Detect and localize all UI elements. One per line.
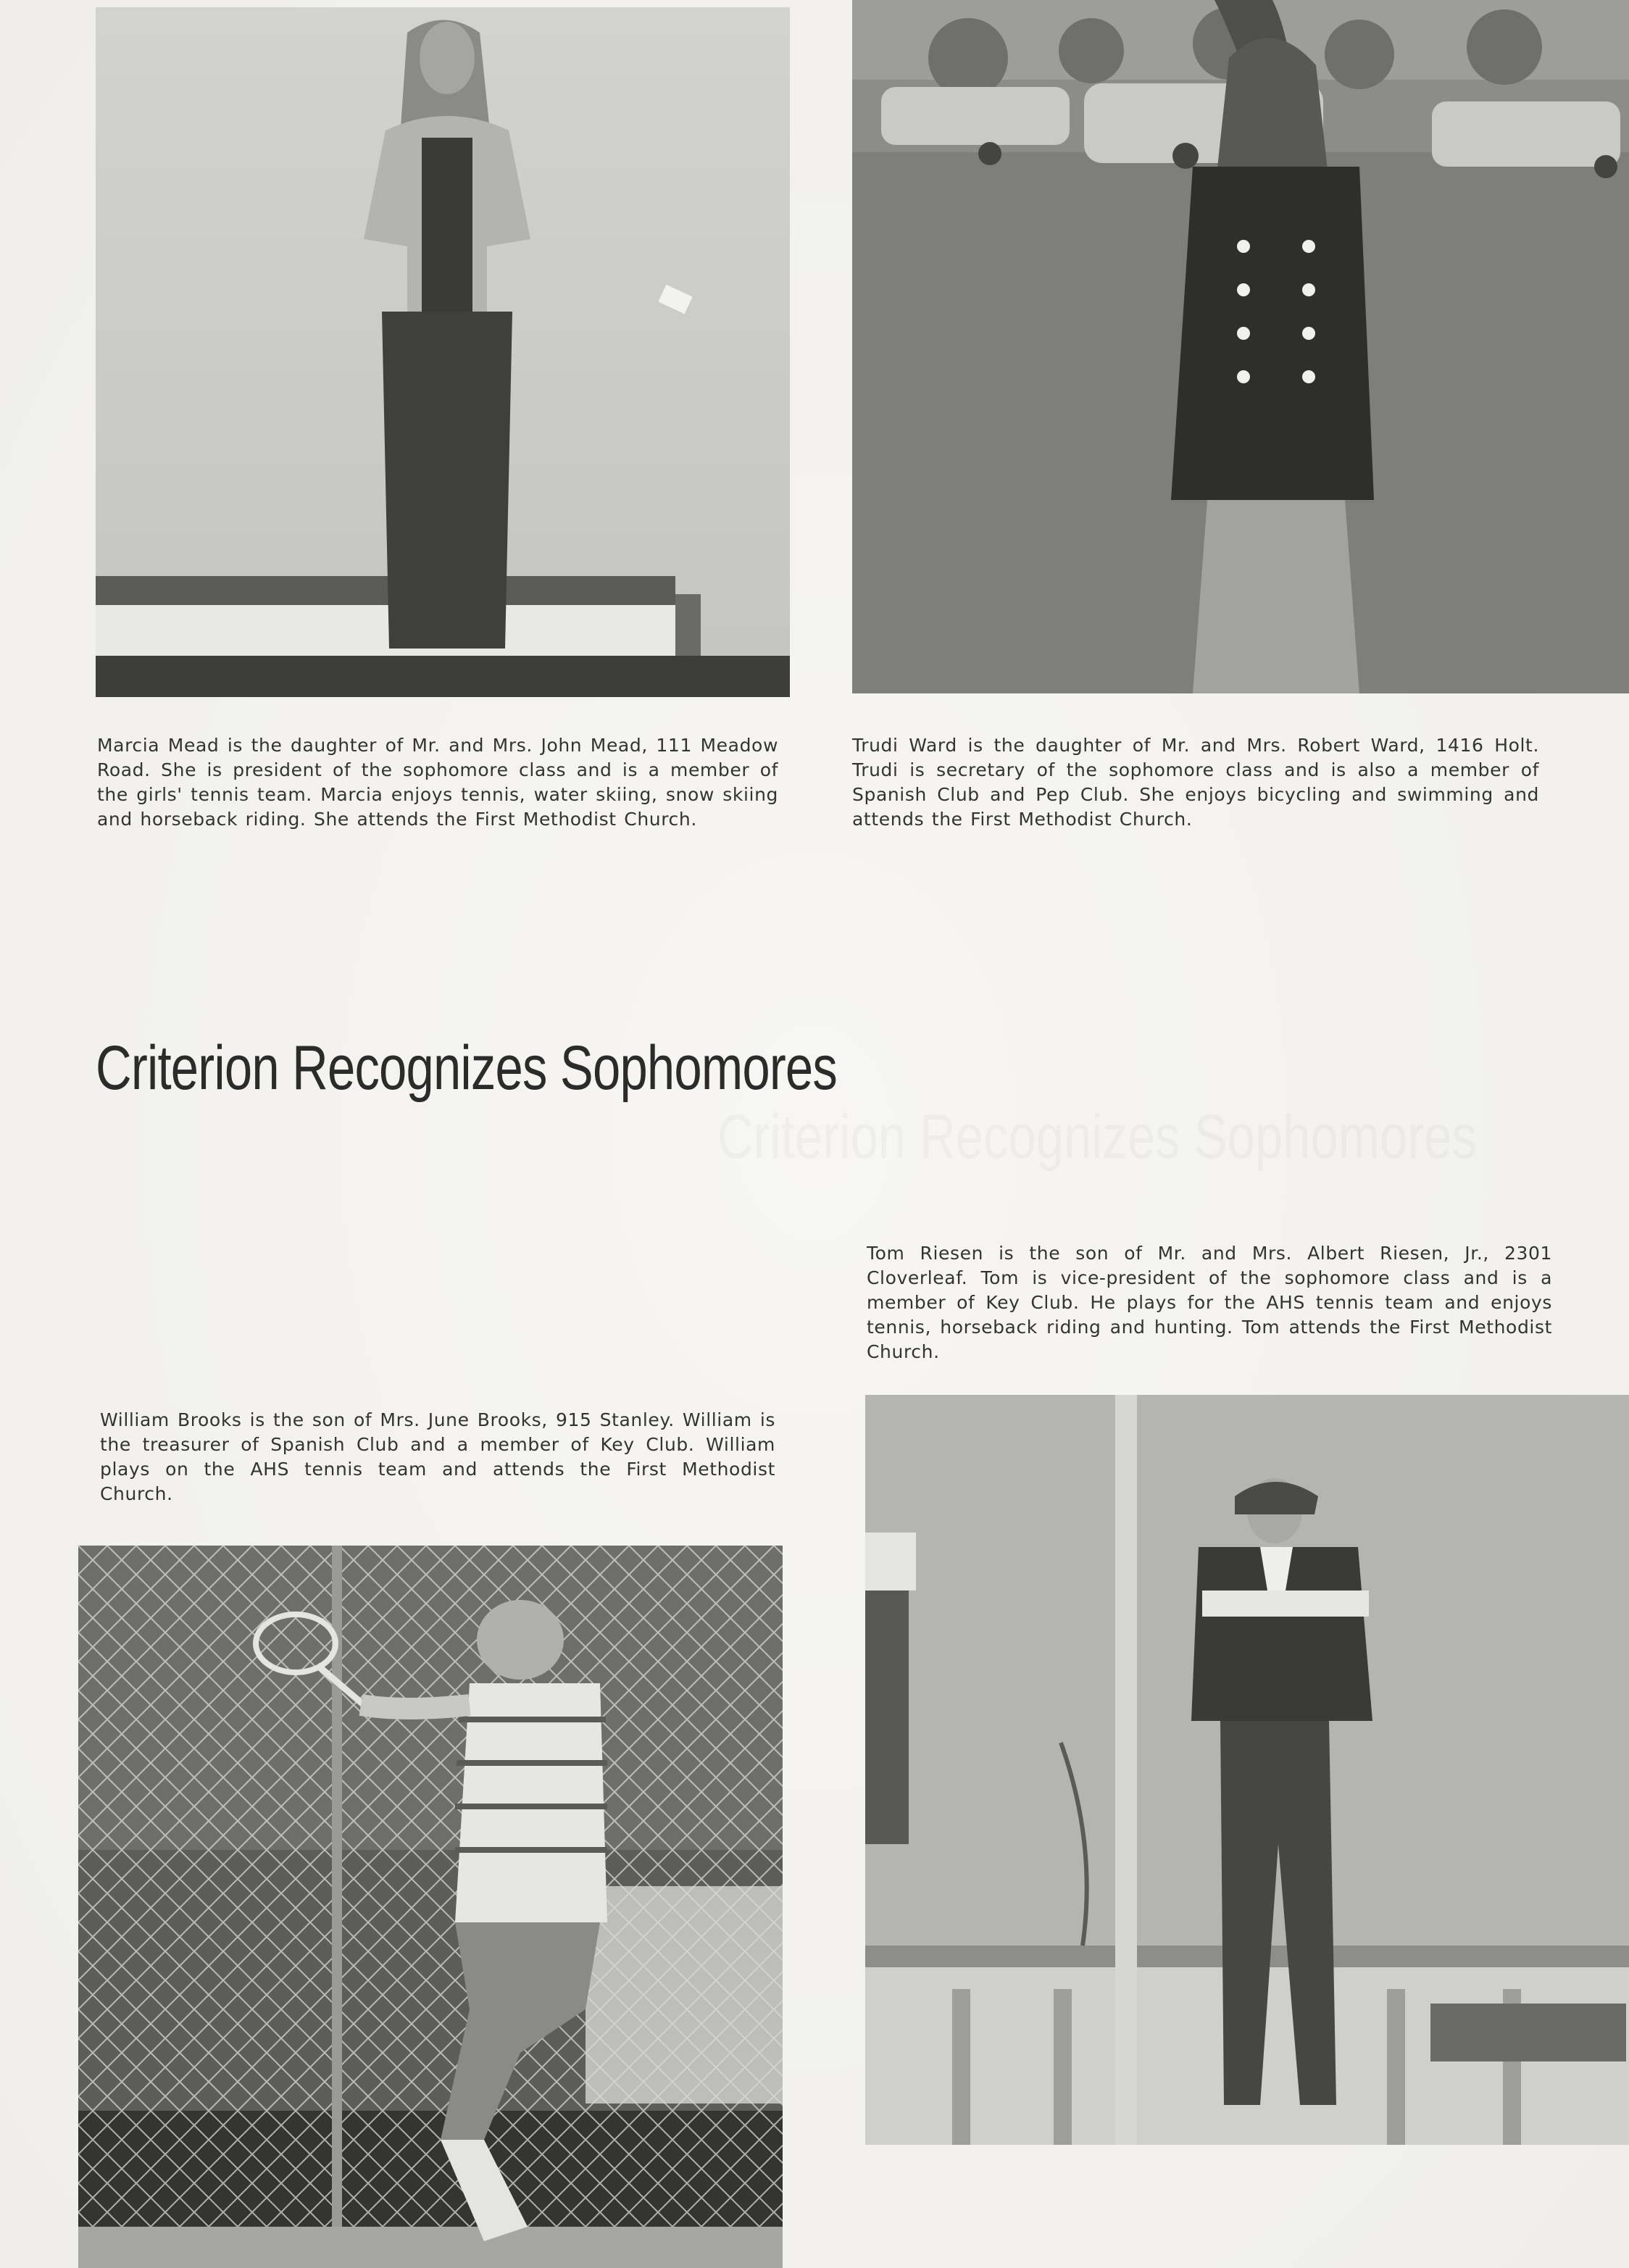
caption-marcia-mead: Marcia Mead is the daughter of Mr. and Mrs. John Mead, 111 Meadow Road. She is president of the sophomore class and is a member of the girls' tennis team. Marcia enjoys tennis, water skiing, snow skiing and horseback riding. She attends the First Methodist Church. <box>97 735 778 830</box>
caption-trudi-ward: Trudi Ward is the daughter of Mr. and Mrs. Robert Ward, 1416 Holt. Trudi is secretary of the sophomore class and is also a member of Spanish Club and Pep Club. She enjoys bicycling and swimming and attends the First Methodist Church. <box>852 735 1539 830</box>
photo-tom-riesen <box>865 1395 1629 2145</box>
page-headline: Criterion Recognizes Sophomores <box>96 1033 837 1103</box>
photo-william-brooks <box>78 1546 783 2268</box>
caption-tom-riesen: Tom Riesen is the son of Mr. and Mrs. Albert Riesen, Jr., 2301 Cloverleaf. Tom is vice-president of the sophomore class and is a member of Key Club. He plays for the AHS tennis team and enjoys tennis, horseback riding and hunting. Tom attends the First Methodist Church. <box>867 1243 1552 1362</box>
caption-william-brooks: William Brooks is the son of Mrs. June Brooks, 915 Stanley. William is the treasurer of Spanish Club and a member of Key Club. William plays on the AHS tennis team and attends the First Methodist Church. <box>100 1409 775 1504</box>
photo-trudi-ward <box>852 0 1629 693</box>
show-through-headline <box>717 1101 1477 1173</box>
photo-marcia-mead <box>96 7 790 697</box>
